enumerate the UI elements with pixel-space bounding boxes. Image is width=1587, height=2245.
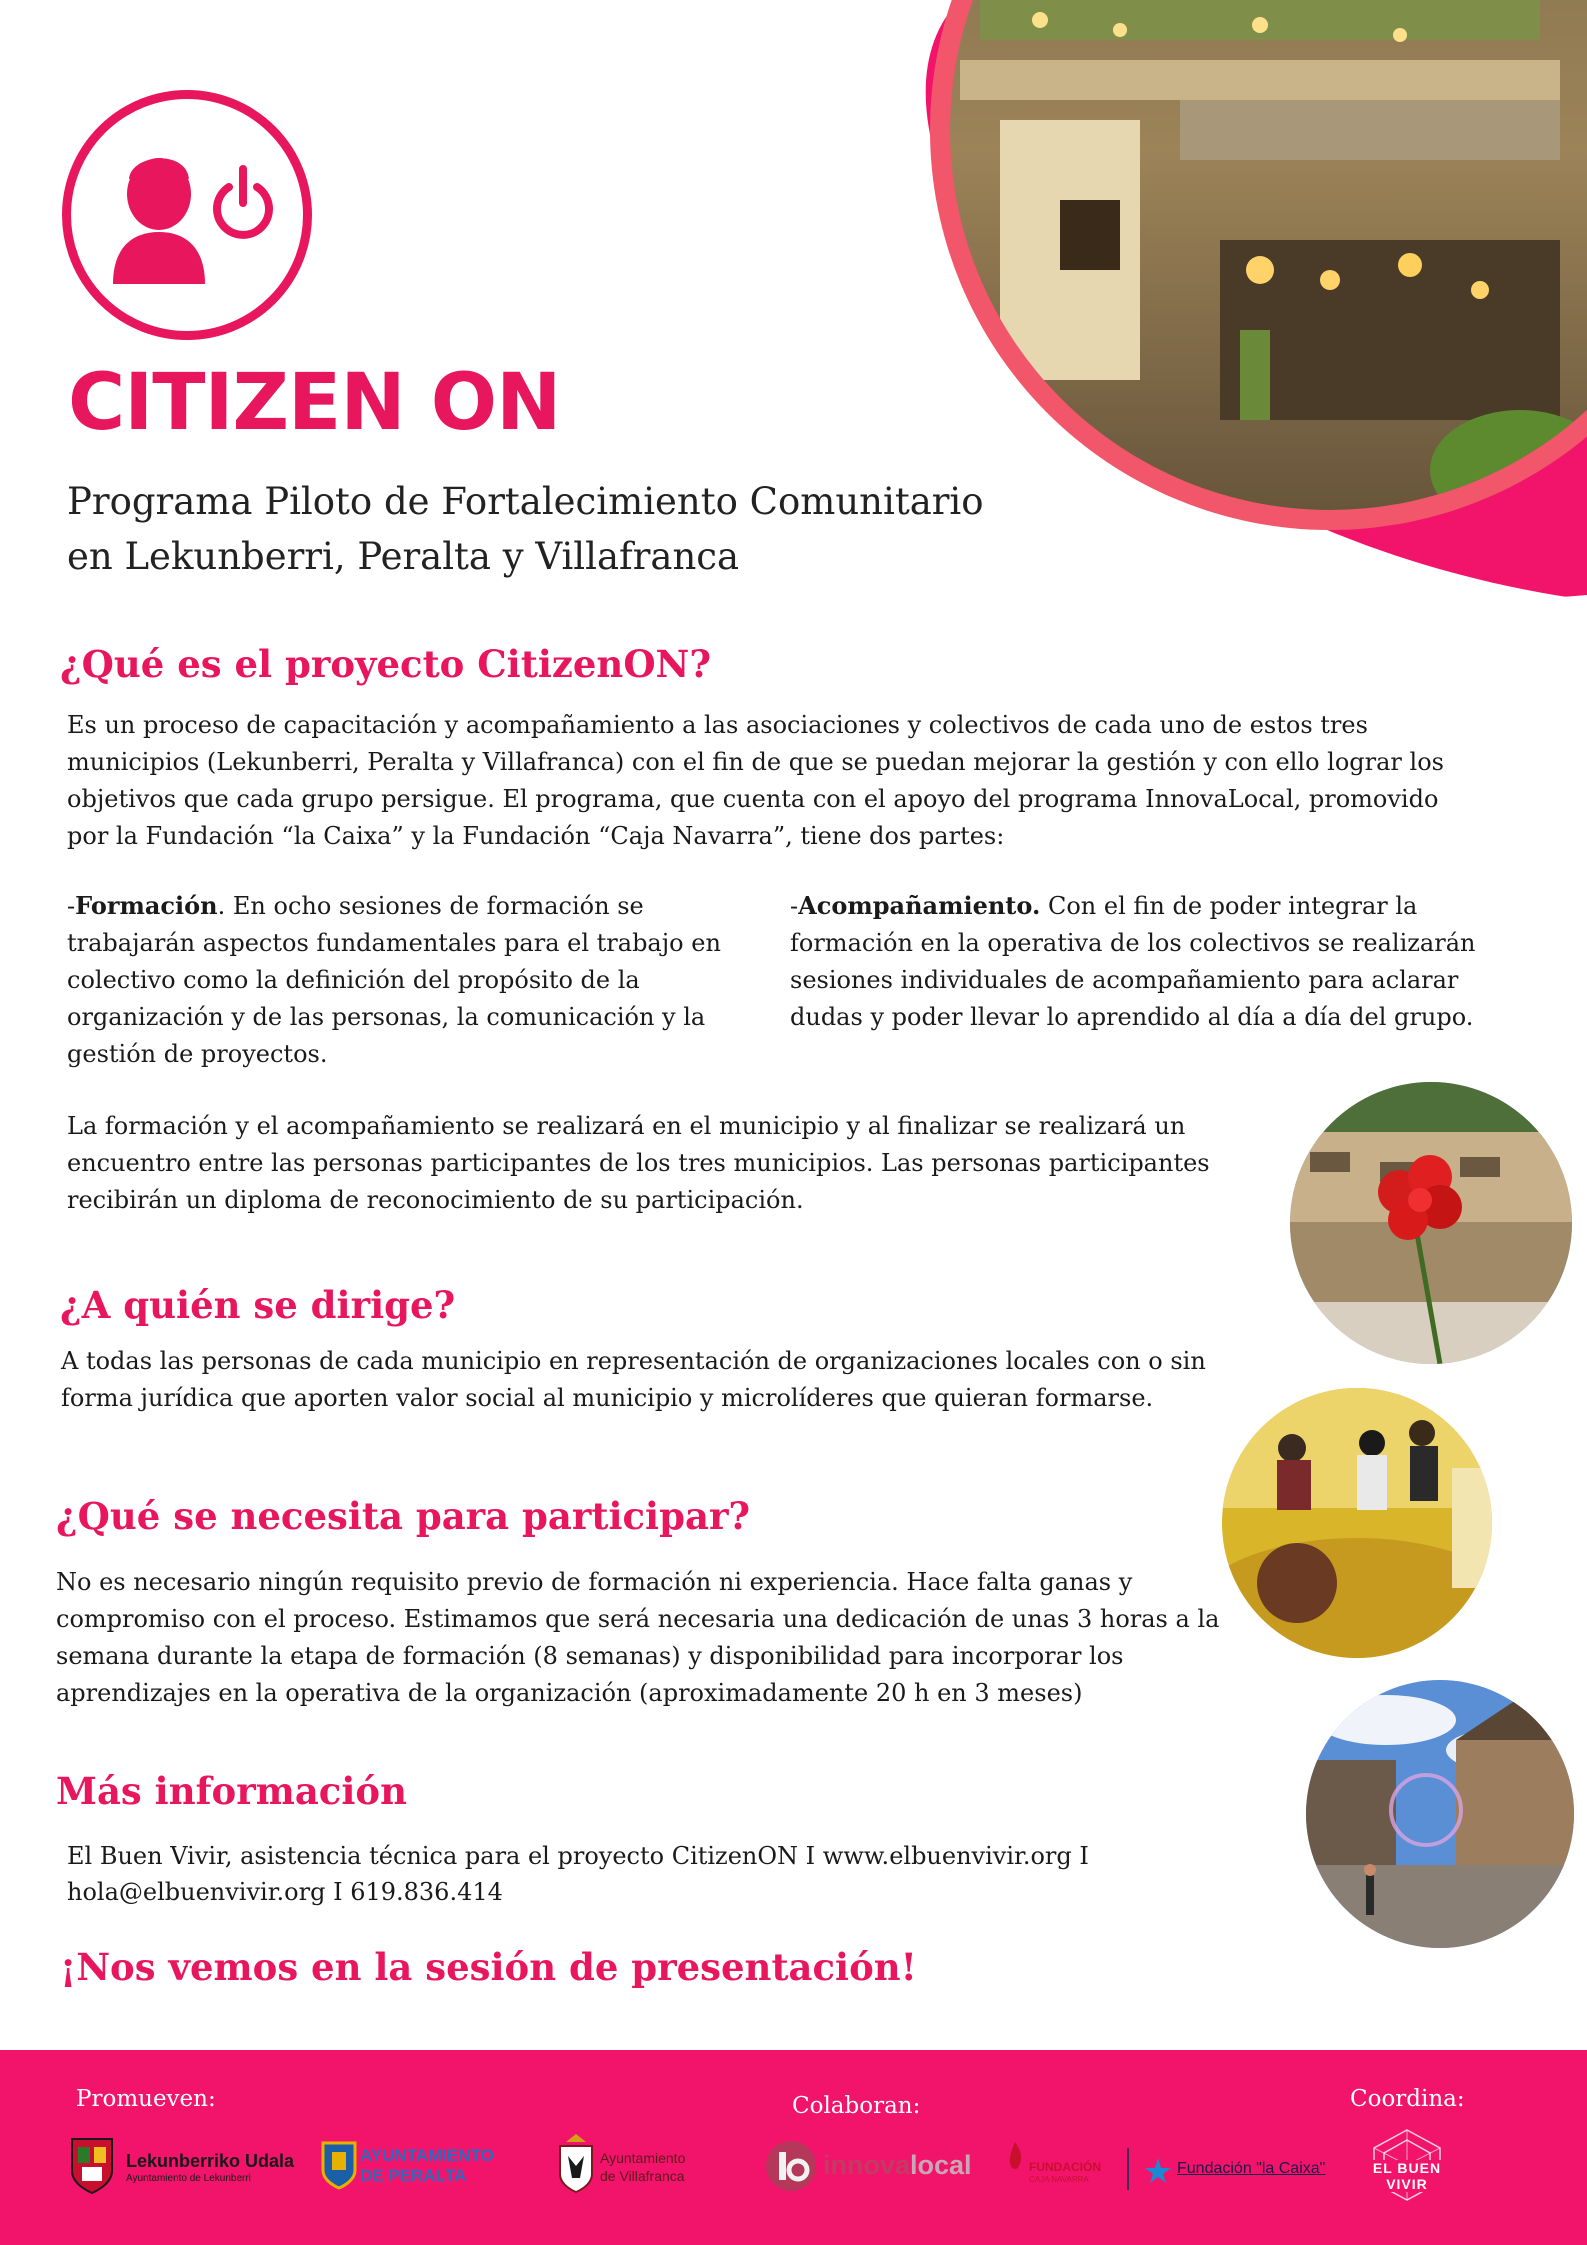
contact-line-2: hola@elbuenvivir.org I 619.836.414 (67, 1878, 503, 1906)
closing-paragraph: La formación y el acompañamiento se realizará en el municipio y al finalizar se realizará un encuentro entre las personas participantes de los tres municipios. Las personas participantes recibirán un diploma de reconocimiento de su participación. (67, 1112, 1210, 1214)
lekunberri-name: Lekunberriko Udala (126, 2151, 295, 2171)
innovalocal-logo (765, 2140, 985, 2192)
lekunberri-shield-icon (68, 2135, 116, 2195)
heading-what-is: ¿Qué es el proyecto CitizenON? (60, 642, 712, 686)
logo-divider (1127, 2148, 1129, 2190)
subtitle-line-2: en Lekunberri, Peralta y Villafranca (67, 535, 740, 578)
caja-navarra-line-1: FUNDACIÓN (1029, 2160, 1101, 2174)
footer-colaboran: Colaboran: (792, 2093, 921, 2119)
user-power-icon (71, 99, 303, 331)
acompanamiento-text: Con el fin de poder integrar la formación en la operativa de los colectivos se realizarán sesiones individuales de acompañamiento para aclarar dudas y poder llevar lo aprendido al día a día del grupo. (790, 892, 1476, 1031)
innova-word: innova (823, 2150, 911, 2180)
footer-coordina: Coordina: (1350, 2086, 1465, 2112)
heading-more-info: Más información (56, 1769, 407, 1813)
page-title: CITIZEN ON (68, 358, 561, 448)
call-to-action: ¡Nos vemos en la sesión de presentación! (60, 1945, 917, 1989)
villafranca-shield-icon (552, 2132, 600, 2196)
acompanamiento-label: Acompañamiento. (798, 891, 1041, 920)
lekunberri-sub: Ayuntamiento de Lekunberri (126, 2173, 251, 2184)
requirements-paragraph: No es necesario ningún requisito previo de formación ni experiencia. Hace falta ganas y compromiso con el proceso. Estimamos que será necesaria una dedicación de unas 3 horas a la semana durante la etapa de formación (8 semanas) y disponibilidad para incorporar los aprendizajes en la operativa de la organización (aproximadamente 20 h en 3 meses) (56, 1568, 1220, 1707)
intro-paragraph: Es un proceso de capacitación y acompañamiento a las asociaciones y colectivos de cada uno de estos tres municipios (Lekunberri, Peralta y Villafranca) con el fin de que se puedan mejorar la gestión y con ello lograr los objetivos que cada grupo persigue. El programa, que cuenta con el apoyo del programa InnovaLocal, promovido por la Fundación “la Caixa” y la Fundación “Caja Navarra”, tiene dos partes: (67, 711, 1444, 850)
citizen-on-logo (62, 90, 312, 340)
villafranca-line-1: Ayuntamiento (600, 2150, 686, 2166)
peralta-line-2: DE PERALTA (360, 2166, 467, 2185)
el-buen-vivir-name: EL BUEN VIVIR (1356, 2160, 1458, 2192)
formacion-paragraph: -Formación. En ocho sesiones de formación se trabajarán aspectos fundamentales para el trabajo en colectivo como la definición del propósito de la organización y de las personas, la comunicación y la gestión de proyectos. (67, 891, 721, 1068)
peralta-line-1: AYUNTAMIENTO (360, 2146, 494, 2165)
innovalocal-mark-icon (765, 2140, 817, 2192)
la-caixa-name: Fundación "la Caixa" (1177, 2160, 1326, 2177)
la-caixa-logo (1143, 2156, 1343, 2186)
lekunberri-logo (68, 2135, 298, 2195)
caja-navarra-flame-icon (1005, 2140, 1025, 2174)
caja-navarra-line-2: CAJA NAVARRA (1029, 2175, 1089, 2184)
local-word: local (910, 2150, 972, 2180)
innovalocal-wordmark (823, 2150, 972, 2181)
formacion-label: Formación (75, 891, 218, 920)
footer-promueven: Promueven: (76, 2086, 216, 2112)
page-subtitle (67, 474, 1047, 584)
caja-navarra-logo (1005, 2138, 1125, 2194)
town-square-photo (1306, 1680, 1574, 1948)
heading-requirements: ¿Qué se necesita para participar? (56, 1494, 751, 1538)
peralta-logo (320, 2140, 520, 2195)
heading-who: ¿A quién se dirige? (60, 1283, 456, 1327)
villafranca-logo (552, 2132, 722, 2198)
el-buen-vivir-logo (1352, 2128, 1462, 2212)
who-paragraph: A todas las personas de cada municipio en representación de organizaciones locales con o sin forma jurídica que aporten valor social al municipio y microlíderes que quieran formarse. (61, 1347, 1206, 1412)
formacion-text: . En ocho sesiones de formación se trabajarán aspectos fundamentales para el trabajo en colectivo como la definición del propósito de la organización y de las personas, la comunicación y la gestión de proyectos. (67, 892, 721, 1068)
workshop-photo (1222, 1388, 1492, 1658)
villafranca-line-2: de Villafranca (600, 2168, 685, 2184)
acompanamiento-paragraph: -Acompañamiento. Con el fin de poder integrar la formación en la operativa de los colectivos se realizarán sesiones individuales de acompañamiento para aclarar dudas y poder llevar lo aprendido al día a día del grupo. (790, 891, 1476, 1031)
village-flower-photo (1290, 1082, 1572, 1364)
subtitle-line-1: Programa Piloto de Fortalecimiento Comunitario (67, 480, 984, 523)
la-caixa-star-icon (1143, 2156, 1173, 2184)
contact-line-1: El Buen Vivir, asistencia técnica para el proyecto CitizenON I www.elbuenvivir.org I (67, 1842, 1089, 1870)
peralta-shield-icon (320, 2140, 358, 2190)
